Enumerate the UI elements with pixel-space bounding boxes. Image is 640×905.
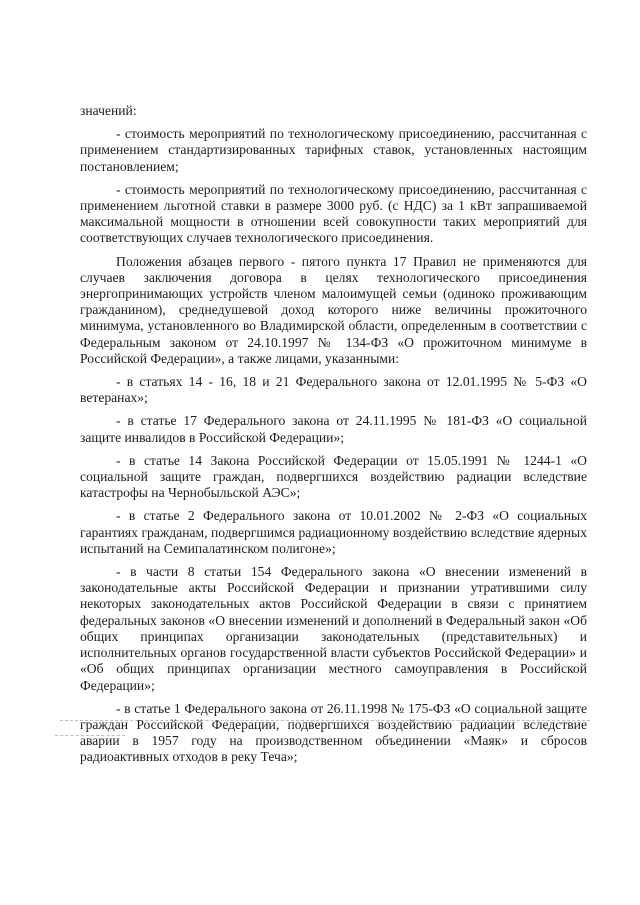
paragraph-mayak-law: - в статье 1 Федерального закона от 26.11.1998 № 175-ФЗ «О социальной защите граждан Российской Федерации, подвергшихся воздействию радиации вследствие аварии в 1957 году на производственном объединении «Маяк» и сбросов радиоактивных отходов в реку Теча»;: [80, 700, 587, 765]
paragraph-preferential-rate: - стоимость мероприятий по технологическому присоединению, рассчитанная с применением льготной ставки в размере 3000 руб. (с НДС) за 1 кВт запрашиваемой максимальной мощности в отношении всей совокупности таких мероприятий для соответствующих случаев технологического присоединения.: [80, 181, 587, 246]
scan-artifact-line: [55, 735, 125, 736]
paragraph-semipalatinsk-law: - в статье 2 Федерального закона от 10.01.2002 № 2-ФЗ «О социальных гарантиях гражданам, подвергшимся радиационному воздействию вследствие ядерных испытаний на Семипалатинском полигоне»;: [80, 508, 587, 556]
paragraph-chernobyl-law: - в статье 14 Закона Российской Федерации от 15.05.1991 № 1244-1 «О социальной защите граждан, подвергшихся воздействию радиации вследствие катастрофы на Чернобыльской АЭС»;: [80, 452, 587, 501]
document-body: [80, 103, 587, 773]
paragraph-veterans-law: - в статьях 14 - 16, 18 и 21 Федерального закона от 12.01.1995 № 5-ФЗ «О ветеранах»;: [80, 374, 587, 406]
paragraph-article-154-law: - в части 8 статьи 154 Федерального закона «О внесении изменений в законодательные акты Российской Федерации и признании утратившими силу некоторых законодательных актов Российской Федерации в связи с принятием федеральных законов «О внесении изменений и дополнений в Федеральный закон «Об общих принципах организации законодательных (представительных) и исполнительных органов государственной власти субъектов Российской Федерации» и «Об общих принципах организации местного самоуправления в Российской Федерации»;: [80, 564, 587, 693]
scan-artifact-line: [60, 720, 590, 721]
paragraph-disabled-law: - в статье 17 Федерального закона от 24.11.1995 № 181-ФЗ «О социальной защите инвалидов в Российской Федерации»;: [80, 413, 587, 445]
paragraph-intro: значений:: [80, 103, 137, 118]
paragraph-standard-rates: - стоимость мероприятий по технологическому присоединению, рассчитанная с применением стандартизированных тарифных ставок, установленных настоящим постановлением;: [80, 126, 587, 174]
paragraph-exceptions: Положения абзацев первого - пятого пункта 17 Правил не применяются для случаев заключения договора в целях технологического присоединения энергопринимающих устройств членом малоимущей семьи (одиноко проживающим гражданином), среднедушевой доход которого ниже величины прожиточного минимума, установленного во Владимирской области, определенным в соответствии с Федеральным законом от 24.10.1997 № 134-ФЗ «О прожиточном минимуме в Российской Федерации», а также лицами, указанными:: [80, 253, 587, 366]
